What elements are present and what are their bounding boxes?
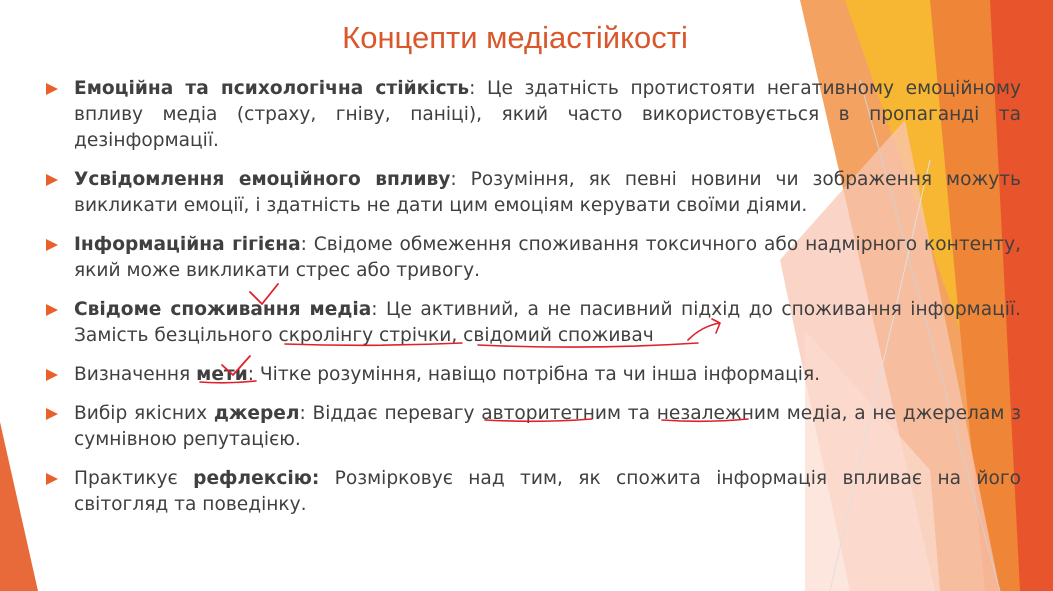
bullet-arrow-icon [46,174,58,186]
bullet-item-conscious-consumption [46,297,1021,349]
bullet-arrow-icon [46,304,58,316]
item-text: : Чітке розуміння, навіщо потрібна та чи інша інформація. [247,364,821,385]
bullet-arrow-icon [46,239,58,251]
item-prefix: Визначення [74,364,197,385]
bullet-arrow-icon [46,83,58,95]
bullet-arrow-icon [46,408,58,420]
item-text: : Розуміння, як певні новини чи зображення можуть викликати емоції, і здатність не дати цим емоціям керувати своїми діями. [74,169,1021,216]
item-term: рефлексію: [193,468,320,489]
item-term: мети [196,364,248,385]
bullet-item-emotional-resilience [46,76,1021,154]
item-prefix: Практикує [74,468,194,489]
item-term: Усвідомлення емоційного впливу [74,169,451,190]
deco-left-strip [0,422,38,591]
item-text: : Це активний, а не пасивний підхід до споживання інформації. Замість безцільного скролінгу стрічки, свідомий споживач [74,299,1022,346]
bullet-item-reflection [46,466,1021,518]
bullet-arrow-icon [46,473,58,485]
slide-title: Концепти медіастійкості [342,20,688,55]
bullet-item-sources [46,401,1021,453]
item-text: : Віддає перевагу авторитетним та незалежним медіа, а не джерелам з сумнівною репутацією. [74,403,1021,450]
item-term: Інформаційна гігієна [74,234,301,255]
item-prefix: Вибір якісних [74,403,214,424]
item-term: Свідоме споживання медіа [74,299,372,320]
item-text: : Свідоме обмеження споживання токсичного або надмірного контенту, який може викликати стрес або тривогу. [74,234,1021,281]
item-text: : Це здатність протистояти негативному емоційному впливу медіа (страху, гніву, паніці), який часто використовується в пропаганді та дезінформації. [74,78,1021,151]
bullet-list [46,76,1021,531]
item-text: Розмірковує над тим, як спожита інформація впливає на його світогляд та поведінку. [74,468,1021,515]
item-term: джерел [213,403,300,424]
bullet-arrow-icon [46,369,58,381]
bullet-item-goal [46,362,1021,388]
bullet-item-emotional-awareness [46,167,1021,219]
item-term: Емоційна та психологічна стійкість [74,78,470,99]
bullet-item-info-hygiene [46,232,1021,284]
